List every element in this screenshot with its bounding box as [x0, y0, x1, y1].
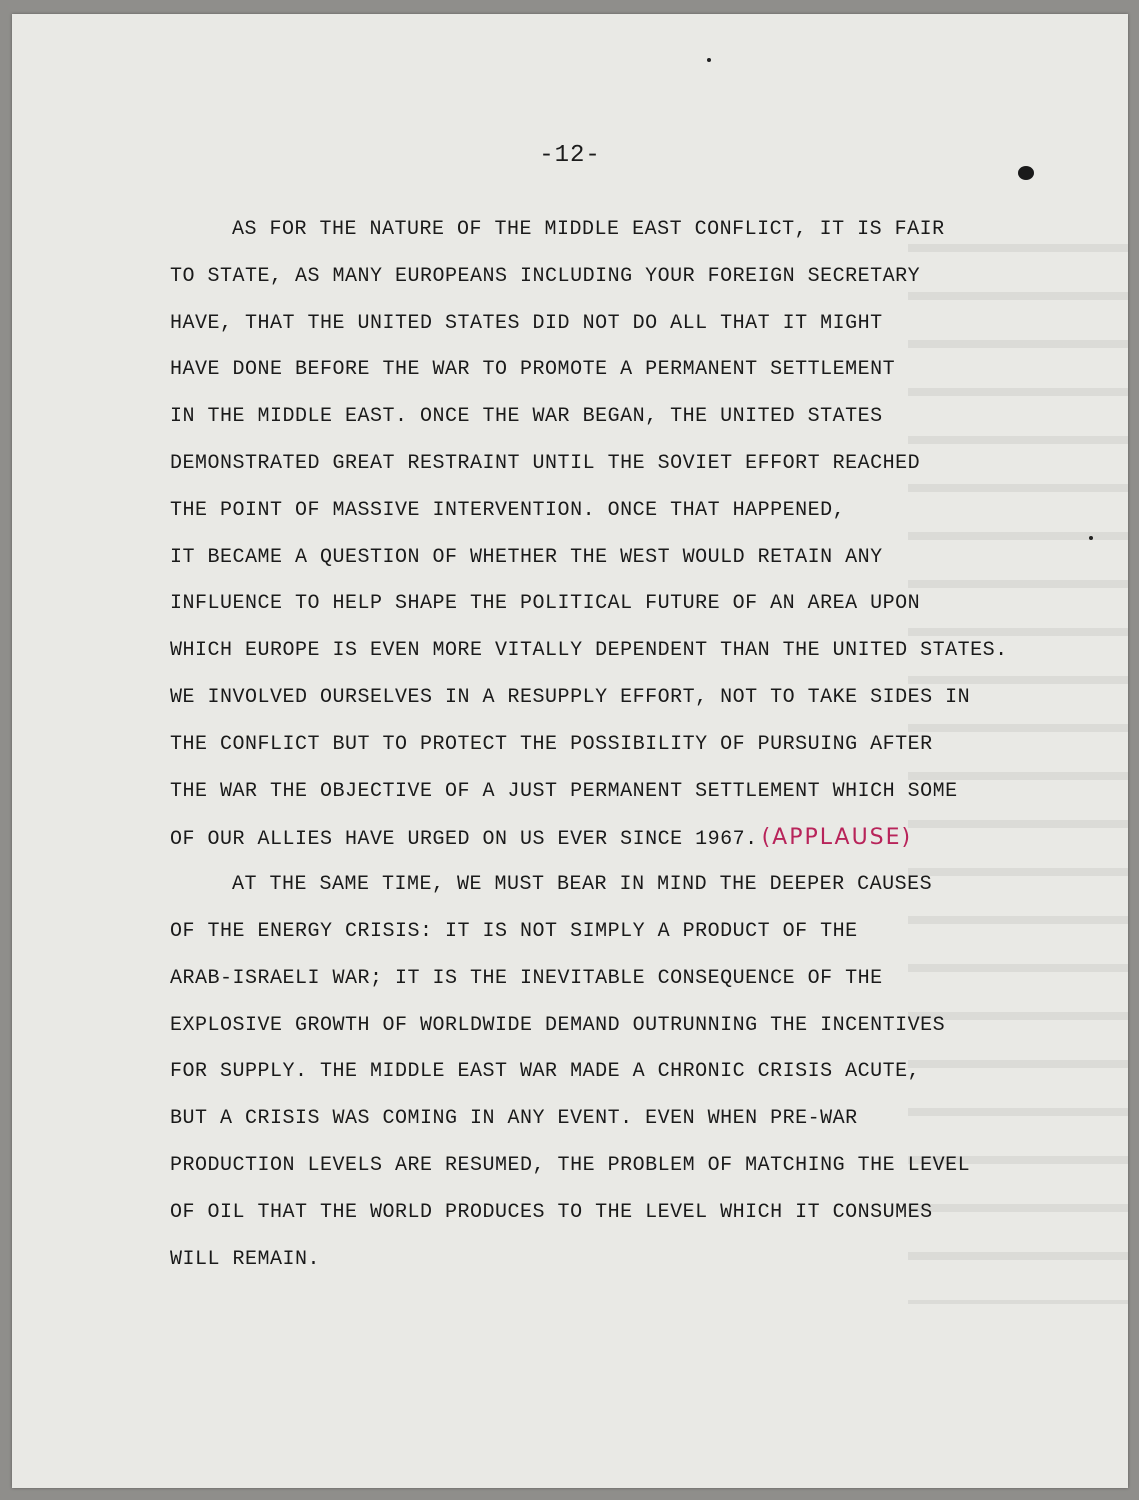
text-line-with-annotation — [170, 815, 970, 862]
document-page — [12, 14, 1128, 1488]
text-line: THE CONFLICT BUT TO PROTECT THE POSSIBILITY OF PURSUING AFTER — [170, 732, 933, 756]
text-line: WILL REMAIN. — [170, 1247, 321, 1271]
text-line: HAVE, THAT THE UNITED STATES DID NOT DO ALL THAT IT MIGHT — [170, 311, 883, 335]
page-number: -12- — [539, 142, 601, 169]
speck — [1089, 536, 1093, 540]
text-line: TO STATE, AS MANY EUROPEANS INCLUDING YOUR FOREIGN SECRETARY — [170, 264, 921, 288]
text-line: INFLUENCE TO HELP SHAPE THE POLITICAL FUTURE OF AN AREA UPON — [170, 592, 921, 616]
text-line: HAVE DONE BEFORE THE WAR TO PROMOTE A PERMANENT SETTLEMENT — [170, 358, 896, 382]
text-line: AS FOR THE NATURE OF THE MIDDLE EAST CONFLICT, IT IS FAIR — [232, 218, 945, 241]
text-line: ARAB-ISRAELI WAR; IT IS THE INEVITABLE CONSEQUENCE OF THE — [170, 966, 883, 990]
text-line: AT THE SAME TIME, WE MUST BEAR IN MIND THE DEEPER CAUSES — [232, 873, 933, 897]
body-text — [170, 207, 1008, 1283]
speck — [707, 58, 711, 62]
text-line: IN THE MIDDLE EAST. ONCE THE WAR BEGAN, THE UNITED STATES — [170, 405, 883, 429]
text-line: WE INVOLVED OURSELVES IN A RESUPPLY EFFORT, NOT TO TAKE SIDES IN — [170, 685, 971, 709]
text-line: EXPLOSIVE GROWTH OF WORLDWIDE DEMAND OUTRUNNING THE INCENTIVES — [170, 1013, 946, 1037]
text-line: THE WAR THE OBJECTIVE OF A JUST PERMANENT SETTLEMENT WHICH SOME — [170, 779, 958, 803]
text-line: OF OUR ALLIES HAVE URGED ON US EVER SINCE 1967. — [170, 828, 758, 852]
handwritten-annotation: (APPLAUSE) — [761, 825, 913, 851]
text-line: IT BECAME A QUESTION OF WHETHER THE WEST WOULD RETAIN ANY — [170, 545, 883, 569]
text-line: OF OIL THAT THE WORLD PRODUCES TO THE LEVEL WHICH IT CONSUMES — [170, 1200, 933, 1224]
text-line: WHICH EUROPE IS EVEN MORE VITALLY DEPENDENT THAN THE UNITED STATES. — [170, 639, 1008, 663]
text-line: BUT A CRISIS WAS COMING IN ANY EVENT. EVEN WHEN PRE-WAR — [170, 1107, 858, 1131]
text-line: PRODUCTION LEVELS ARE RESUMED, THE PROBLEM OF MATCHING THE LEVEL — [170, 1153, 971, 1177]
text-line: DEMONSTRATED GREAT RESTRAINT UNTIL THE SOVIET EFFORT REACHED — [170, 451, 921, 475]
text-line: OF THE ENERGY CRISIS: IT IS NOT SIMPLY A PRODUCT OF THE — [170, 919, 858, 943]
text-line: THE POINT OF MASSIVE INTERVENTION. ONCE THAT HAPPENED, — [170, 498, 846, 522]
text-line: FOR SUPPLY. THE MIDDLE EAST WAR MADE A CHRONIC CRISIS ACUTE, — [170, 1060, 921, 1084]
